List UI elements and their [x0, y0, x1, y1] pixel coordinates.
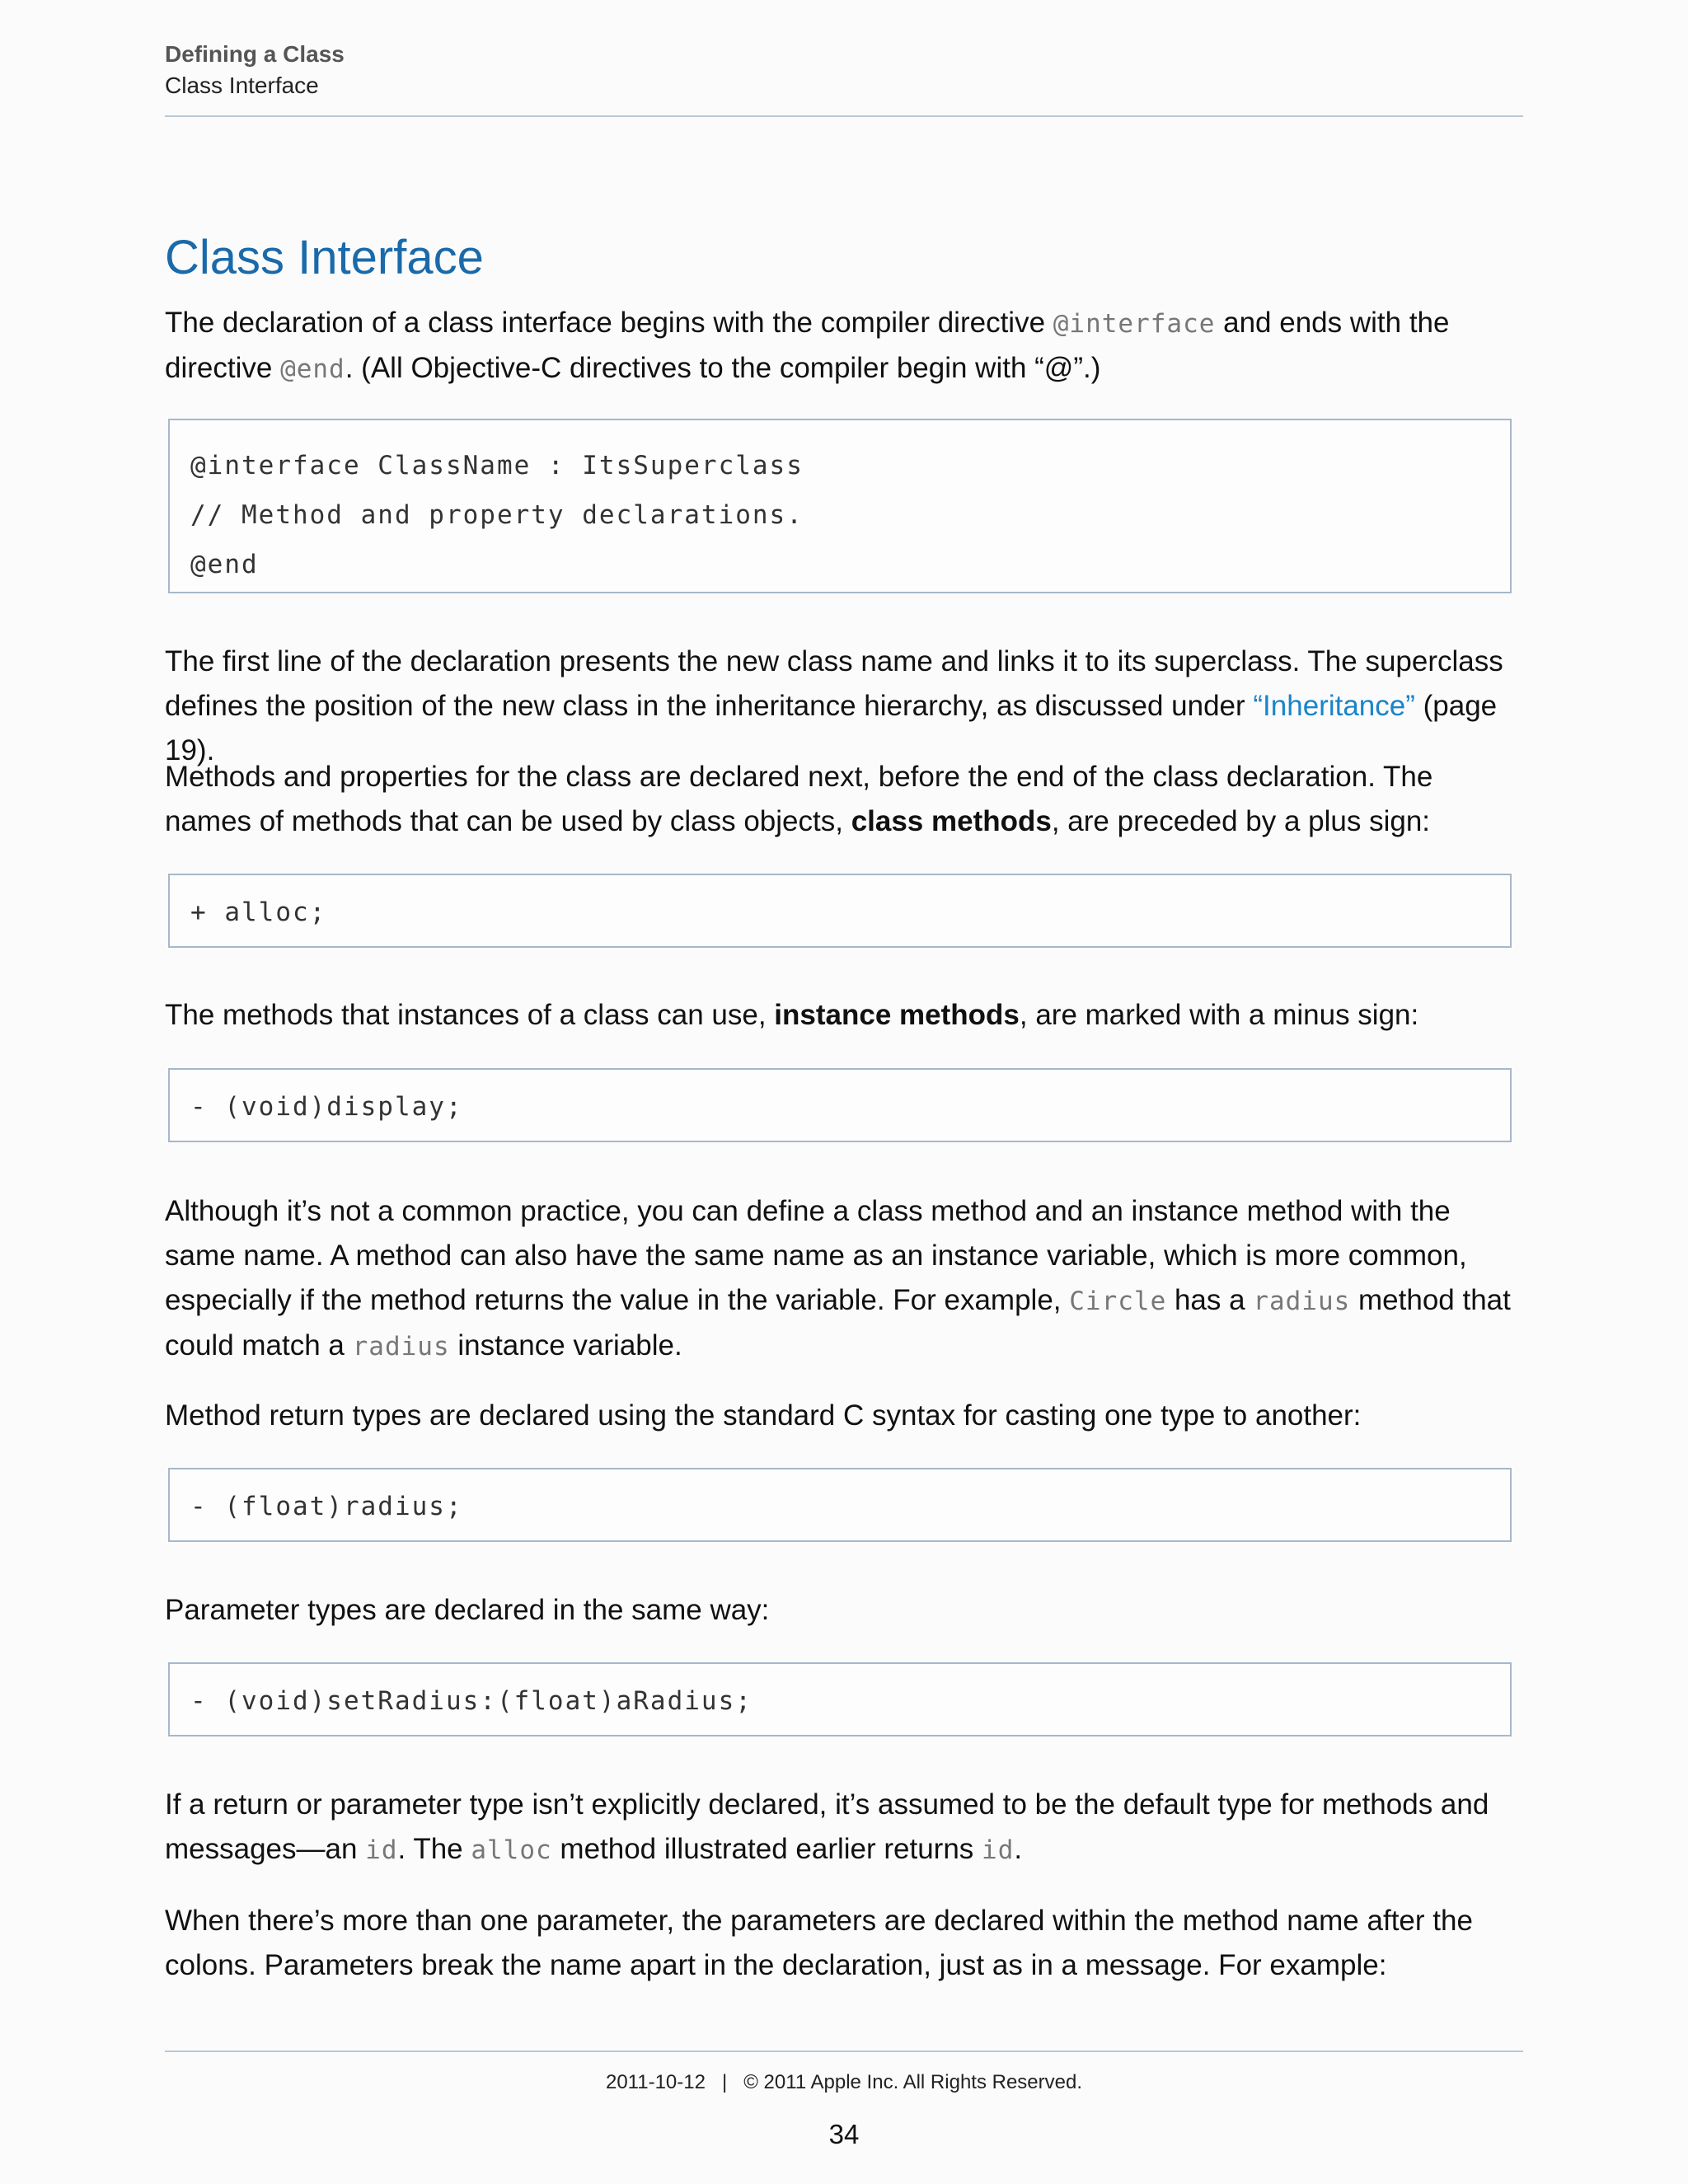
- code-line: - (void)setRadius:(float)aRadius;: [190, 1686, 753, 1716]
- paragraph-class-methods: [165, 755, 1523, 844]
- inline-code: id: [365, 1835, 398, 1865]
- text-segment: Although it’s not a common practice, you can define a class method and an instance method with the same name. A method can also have the same name as an instance variable, which is more common, especially if the method returns the value in the variable. For example,: [165, 1195, 1467, 1316]
- page-footer: [165, 2050, 1523, 2149]
- code-block-display: [168, 1068, 1512, 1142]
- code-block-interface: [168, 419, 1512, 593]
- text-segment: instance variable.: [449, 1329, 682, 1361]
- document-page: [165, 0, 1523, 2184]
- text-segment: method that could match a: [165, 1284, 1511, 1361]
- text-segment: , are preceded by a plus sign:: [1051, 805, 1431, 837]
- header-chapter-title: Defining a Class: [165, 41, 345, 67]
- code-line: @end: [190, 550, 259, 579]
- code-block-radius: [168, 1468, 1512, 1542]
- footer-copyright-line: [165, 2069, 1523, 2097]
- paragraph-return-types: Method return types are declared using the standard C syntax for casting one type to another:: [165, 1399, 1362, 1432]
- inheritance-link[interactable]: “Inheritance”: [1253, 690, 1415, 722]
- footer-date: 2011-10-12: [605, 2071, 706, 2093]
- bold-term: instance methods: [774, 999, 1020, 1031]
- inline-code: radius: [1253, 1286, 1351, 1316]
- code-line: + alloc;: [190, 898, 327, 927]
- code-line: - (float)radius;: [190, 1492, 463, 1521]
- paragraph-multiple-parameters: When there’s more than one parameter, the parameters are declared within the method name after the colons. Parameters break the name apart in the declaration, just as in a message. For example:: [165, 1905, 1473, 1981]
- inline-code: radius: [352, 1332, 450, 1361]
- header-section-title: Class Interface: [165, 73, 319, 98]
- inline-code: @end: [280, 354, 345, 384]
- inline-code: alloc: [471, 1835, 552, 1865]
- paragraph-same-name: [165, 1189, 1523, 1369]
- footer-separator: |: [721, 2071, 728, 2093]
- text-segment: Methods and properties for the class are declared next, before the end of the class declaration. The names of methods that can be used by class objects,: [165, 761, 1433, 837]
- code-line: // Method and property declarations.: [190, 500, 804, 530]
- text-segment: .: [1014, 1833, 1023, 1865]
- inline-code: @interface: [1053, 309, 1216, 339]
- section-title: Class Interface: [165, 231, 484, 284]
- text-segment: The methods that instances of a class can use,: [165, 999, 775, 1031]
- text-segment: method illustrated earlier returns: [551, 1833, 982, 1865]
- text-segment: The declaration of a class interface begins with the compiler directive: [165, 307, 1053, 339]
- paragraph-parameter-types: Parameter types are declared in the same way:: [165, 1594, 770, 1626]
- paragraph-instance-methods: [165, 993, 1523, 1038]
- footer-copyright: © 2011 Apple Inc. All Rights Reserved.: [743, 2071, 1083, 2093]
- text-segment: The first line of the declaration presents the new class name and links it to its superclass. The superclass defines the position of the new class in the inheritance hierarchy, as discussed under: [165, 645, 1503, 722]
- text-segment: . The: [397, 1833, 471, 1865]
- text-segment: (page 19).: [165, 690, 1498, 766]
- page-number: 34: [828, 2119, 860, 2149]
- inline-code: Circle: [1069, 1286, 1167, 1316]
- text-segment: has a: [1166, 1284, 1254, 1316]
- code-block-alloc: [168, 874, 1512, 948]
- text-segment: If a return or parameter type isn’t explicitly declared, it’s assumed to be the default type for methods and messages—an: [165, 1788, 1489, 1865]
- paragraph-interface-directive: [165, 301, 1523, 391]
- text-segment: and ends with the directive: [165, 307, 1450, 384]
- bold-term: class methods: [851, 805, 1052, 837]
- code-line: - (void)display;: [190, 1092, 463, 1122]
- running-header: [165, 40, 1523, 117]
- code-line: @interface ClassName : ItsSuperclass: [190, 451, 804, 480]
- text-segment: . (All Objective-C directives to the compiler begin with “@”.): [345, 352, 1101, 384]
- paragraph-default-type: [165, 1783, 1523, 1872]
- code-block-set-radius: [168, 1662, 1512, 1736]
- paragraph-first-line: [165, 640, 1523, 773]
- text-segment: , are marked with a minus sign:: [1019, 999, 1419, 1031]
- inline-code: id: [982, 1835, 1015, 1865]
